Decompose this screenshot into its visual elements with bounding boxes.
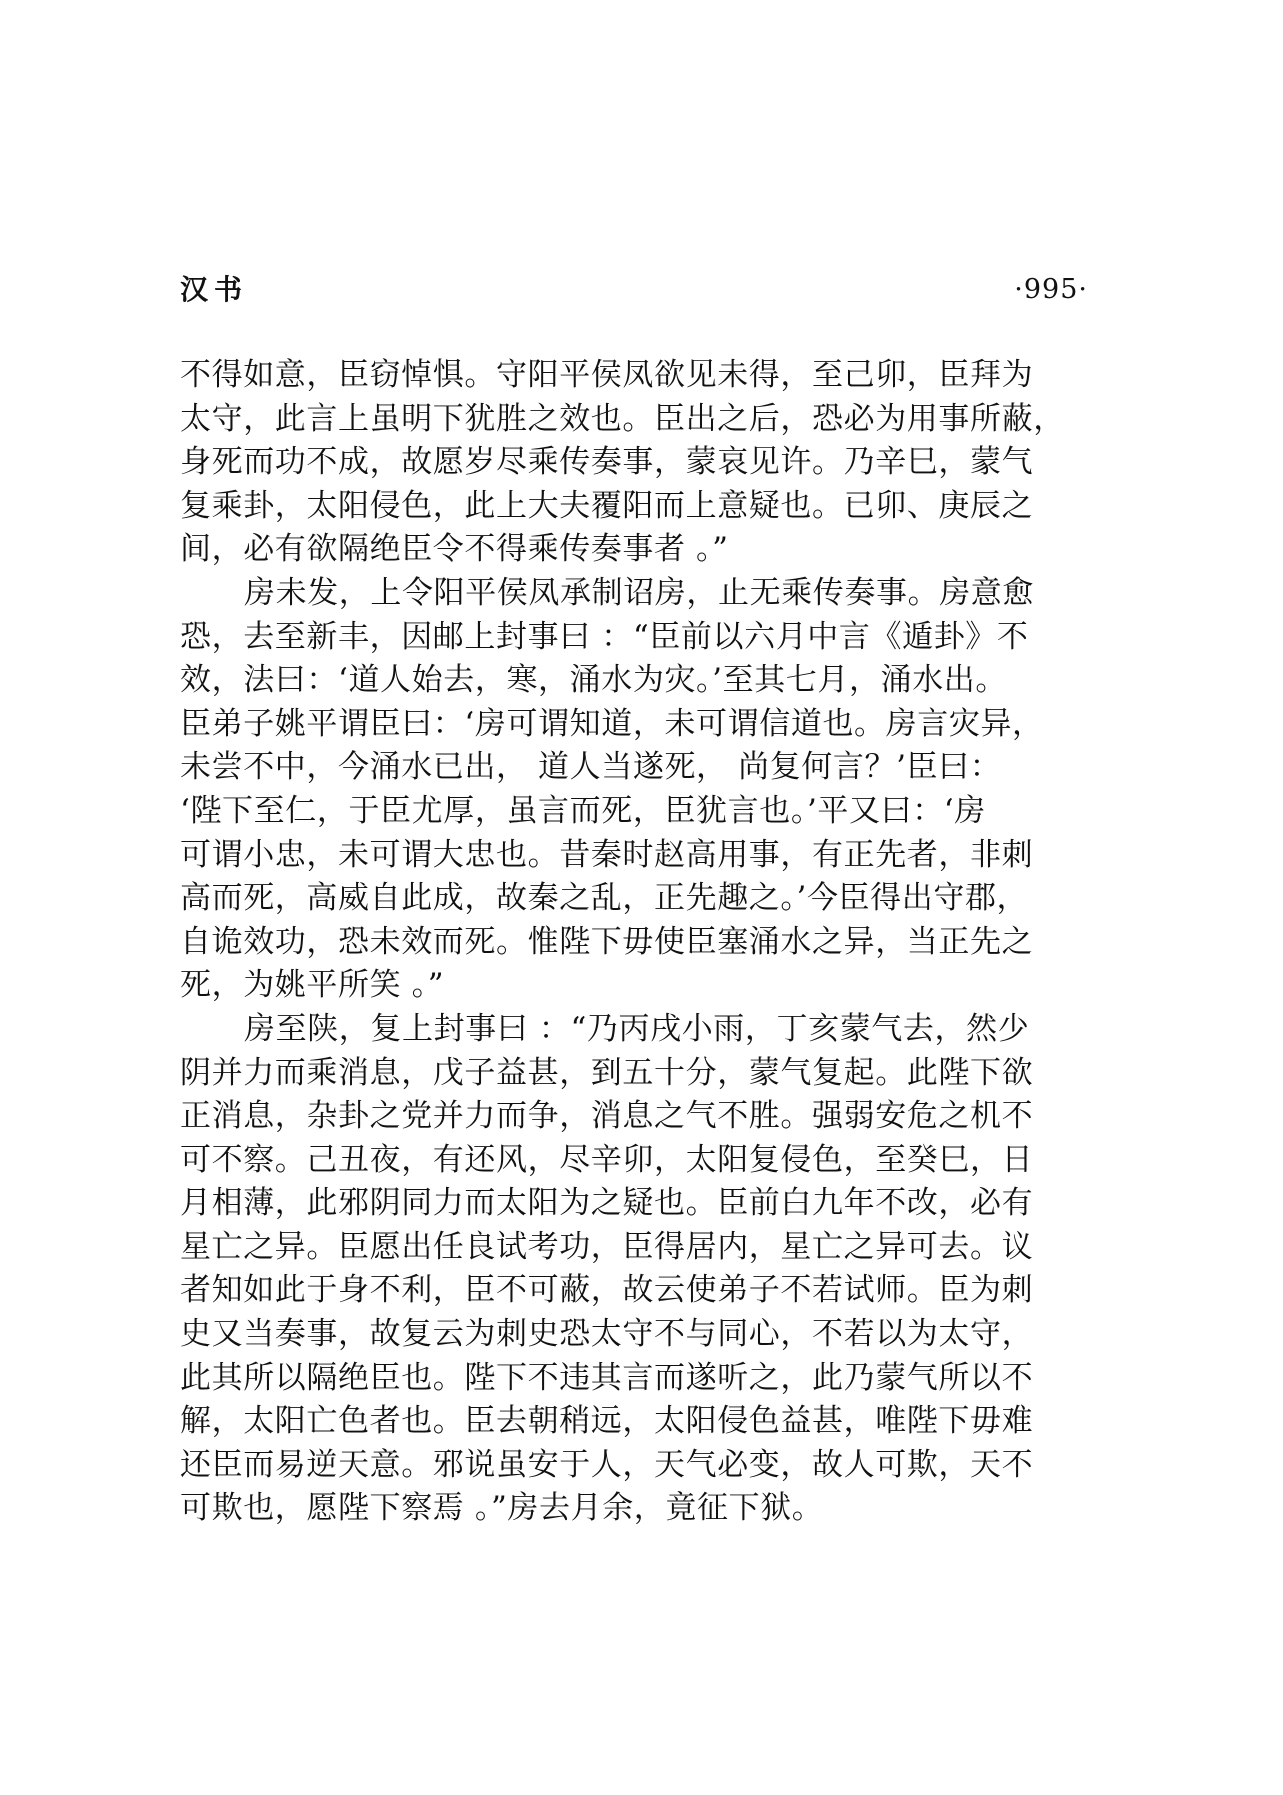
text-line: 可欺也，愿陛下察焉 。”房去月余，竟征下狱。 <box>180 1490 824 1527</box>
text-line: 还臣而易逆天意。邪说虽安于人，天气必变，故人可欺，天不 <box>180 1446 1034 1483</box>
text-line: 不得如意，臣窃悼惧。守阳平侯凤欲见未得，至己卯，臣拜为 <box>180 357 1034 393</box>
paragraph-3 <box>180 1008 1088 1531</box>
text-line: 正消息，杂卦之党并力而争，消息之气不胜。强弱安危之机不 <box>180 1098 1034 1135</box>
text-line: 自诡效功，恐未效而死。惟陛下毋使臣塞涌水之异，当正先之 <box>180 923 1034 960</box>
text-line: 月相薄，此邪阴同力而太阳为之疑也。臣前白九年不改，必有 <box>180 1185 1034 1222</box>
text-line: 臣弟子姚平谓臣曰：‘房可谓知道，未可谓信道也。房言灾异， <box>180 705 1044 742</box>
text-line: 间，必有欲隔绝臣令不得乘传奏事者 。” <box>180 531 729 568</box>
text-line: 高而死，高威自此成，故秦之乱，正先趣之。’今臣得出守郡， <box>180 880 1029 917</box>
text-line: 恐，去至新丰，因邮上封事曰 ：“臣前以六月中言《遁卦》不 <box>180 618 1029 655</box>
text-line: ‘陛下至仁，于臣尤厚，虽言而死，臣犹言也。’平又曰：‘房 <box>180 792 986 829</box>
text-line: 可谓小忠，未可谓大忠也。昔秦时赵高用事，有正先者，非刺 <box>180 836 1034 873</box>
text-line: 可不察。己丑夜，有还风，尽辛卯，太阳复侵色，至癸巳，日 <box>180 1141 1034 1178</box>
text-line: 身死而功不成，故愿岁尽乘传奏事，蒙哀见许。乃辛巳，蒙气 <box>180 444 1034 481</box>
paragraph-2 <box>180 572 1088 1008</box>
text-line: 星亡之异。臣愿出任良试考功，臣得居内，星亡之异可去。议 <box>180 1228 1034 1265</box>
text-line: 未尝不中，今涌水已出， 道人当遂死， 尚复何言？’臣曰： <box>180 749 1002 786</box>
book-title: 汉书 <box>180 273 249 306</box>
body-text <box>180 354 1088 1531</box>
text-line: 效，法曰：‘道人始去，寒，涌水为灾。’至其七月，涌水出。 <box>180 662 1008 699</box>
text-line: 此其所以隔绝臣也。陛下不违其言而遂听之，此乃蒙气所以不 <box>180 1359 1034 1396</box>
text-line: 房至陕，复上封事曰 ：“乃丙戌小雨，丁亥蒙气去，然少 <box>244 1010 1030 1047</box>
text-line: 死，为姚平所笑 。” <box>180 967 445 1004</box>
text-line: 复乘卦，太阳侵色，此上大夫覆阳而上意疑也。已卯、庚辰之 <box>180 487 1034 524</box>
page-header <box>180 268 1088 312</box>
page-number: ·995· <box>1014 274 1088 305</box>
text-line: 太守，此言上虽明下犹胜之效也。臣出之后，恐必为用事所蔽， <box>180 400 1065 437</box>
text-line: 房未发，上令阳平侯凤承制诏房，止无乘传奏事。房意愈 <box>244 574 1034 611</box>
paragraph-1 <box>180 354 1088 572</box>
text-line: 解，太阳亡色者也。臣去朝稍远，太阳侵色益甚，唯陛下毋难 <box>180 1403 1034 1440</box>
text-line: 史又当奏事，故复云为刺史恐太守不与同心，不若以为太守， <box>180 1316 1034 1353</box>
text-line: 阴并力而乘消息，戊子益甚，到五十分，蒙气复起。此陛下欲 <box>180 1054 1034 1091</box>
text-line: 者知如此于身不利，臣不可蔽，故云使弟子不若试师。臣为刺 <box>180 1272 1034 1309</box>
